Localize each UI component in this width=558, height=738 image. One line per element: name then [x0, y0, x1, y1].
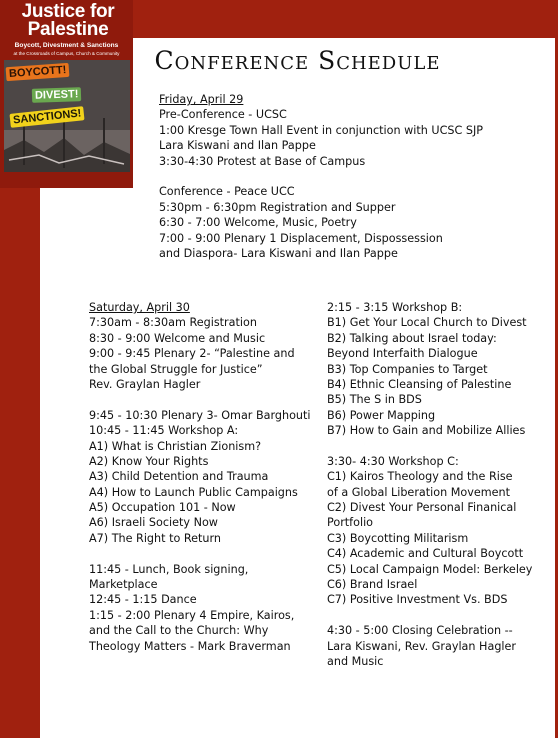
- schedule-line: C2) Divest Your Personal Finanical: [327, 501, 517, 515]
- schedule-line: [159, 169, 483, 184]
- schedule-line: C1) Kairos Theology and the Rise: [327, 470, 513, 484]
- schedule-line: 5:30pm - 6:30pm Registration and Supper: [159, 200, 396, 214]
- sanctions-sign: SANCTIONS!: [9, 106, 85, 128]
- schedule-line: 11:45 - Lunch, Book signing,: [89, 562, 249, 576]
- schedule-line: 4:30 - 5:00 Closing Celebration --: [327, 624, 513, 638]
- schedule-line: 8:30 - 9:00 Welcome and Music: [89, 331, 266, 345]
- schedule-line: 3:30- 4:30 Workshop C:: [327, 454, 459, 468]
- logo-title-line1: Justice for: [21, 1, 115, 22]
- schedule-line: 3:30-4:30 Protest at Base of Campus: [159, 154, 366, 168]
- saturday-schedule-left: [89, 300, 311, 654]
- schedule-line: Portfolio: [327, 516, 374, 530]
- logo-title: [4, 3, 132, 39]
- schedule-line: 7:30am - 8:30am Registration: [89, 316, 257, 330]
- schedule-line: Pre-Conference - UCSC: [159, 108, 287, 122]
- schedule-line: B2) Talking about Israel today:: [327, 331, 497, 345]
- schedule-line: C3) Boycotting Militarism: [327, 531, 469, 545]
- saturday-date: Saturday, April 30: [89, 301, 190, 314]
- schedule-line: A6) Israeli Society Now: [89, 516, 218, 530]
- schedule-line: [89, 392, 311, 407]
- logo-tagline: at the Crossroads of Campus, Church & Community: [13, 51, 120, 56]
- divest-sign: DIVEST!: [32, 87, 82, 103]
- schedule-line: A2) Know Your Rights: [89, 454, 209, 468]
- schedule-line: 6:30 - 7:00 Welcome, Music, Poetry: [159, 216, 357, 230]
- justice-for-palestine-logo: [0, 0, 133, 188]
- schedule-line: C5) Local Campaign Model: Berkeley: [327, 562, 533, 576]
- schedule-line: B7) How to Gain and Mobilize Allies: [327, 424, 526, 438]
- schedule-line: A3) Child Detention and Trauma: [89, 470, 269, 484]
- schedule-line: Beyond Interfaith Dialogue: [327, 347, 478, 361]
- schedule-line: A5) Occupation 101 - Now: [89, 501, 236, 515]
- schedule-line: 2:15 - 3:15 Workshop B:: [327, 301, 463, 314]
- schedule-line: C7) Positive Investment Vs. BDS: [327, 593, 508, 607]
- friday-schedule: [159, 92, 483, 261]
- schedule-line: Rev. Graylan Hagler: [89, 377, 201, 391]
- schedule-line: Lara Kiswani, Rev. Graylan Hagler: [327, 639, 517, 653]
- schedule-line: B5) The S in BDS: [327, 393, 422, 407]
- logo-title-line2: Palestine: [27, 19, 109, 40]
- saturday-schedule-right: [327, 300, 532, 669]
- schedule-line: 12:45 - 1:15 Dance: [89, 593, 197, 607]
- logo-artwork: [4, 60, 130, 172]
- schedule-line: A4) How to Launch Public Campaigns: [89, 485, 298, 499]
- schedule-line: 7:00 - 9:00 Plenary 1 Displacement, Dispossession: [159, 231, 443, 245]
- schedule-line: C4) Academic and Cultural Boycott: [327, 547, 524, 561]
- schedule-line: 1:15 - 2:00 Plenary 4 Empire, Kairos,: [89, 608, 295, 622]
- logo-subtitle: Boycott, Divestment & Sanctions: [14, 42, 119, 49]
- schedule-line: Lara Kiswani and Ilan Pappe: [159, 139, 316, 153]
- schedule-line: Conference - Peace UCC: [159, 185, 295, 199]
- schedule-line: C6) Brand Israel: [327, 578, 418, 592]
- schedule-line: B1) Get Your Local Church to Divest: [327, 316, 527, 330]
- schedule-line: 10:45 - 11:45 Workshop A:: [89, 424, 239, 438]
- schedule-line: [327, 439, 532, 454]
- page-title: Conference Schedule: [154, 46, 441, 75]
- schedule-line: the Global Struggle for Justice”: [89, 362, 263, 376]
- schedule-line: 1:00 Kresge Town Hall Event in conjunction with UCSC SJP: [159, 123, 484, 137]
- schedule-line: and Diaspora- Lara Kiswani and Ilan Pappe: [159, 246, 398, 260]
- schedule-line: 9:45 - 10:30 Plenary 3- Omar Barghouti: [89, 408, 311, 422]
- schedule-line: Theology Matters - Mark Braverman: [89, 639, 291, 653]
- schedule-line: and Music: [327, 654, 384, 668]
- schedule-line: A7) The Right to Return: [89, 531, 221, 545]
- boycott-sign: BOYCOTT!: [6, 63, 70, 81]
- schedule-line: B4) Ethnic Cleansing of Palestine: [327, 377, 512, 391]
- schedule-line: B6) Power Mapping: [327, 408, 436, 422]
- schedule-line: B3) Top Companies to Target: [327, 362, 488, 376]
- schedule-line: and the Call to the Church: Why: [89, 624, 269, 638]
- schedule-line: [89, 546, 311, 561]
- schedule-line: A1) What is Christian Zionism?: [89, 439, 262, 453]
- schedule-line: [327, 608, 532, 623]
- schedule-line: 9:00 - 9:45 Plenary 2- “Palestine and: [89, 347, 295, 361]
- schedule-line: of a Global Liberation Movement: [327, 485, 511, 499]
- friday-date: Friday, April 29: [159, 93, 244, 106]
- schedule-line: Marketplace: [89, 578, 158, 592]
